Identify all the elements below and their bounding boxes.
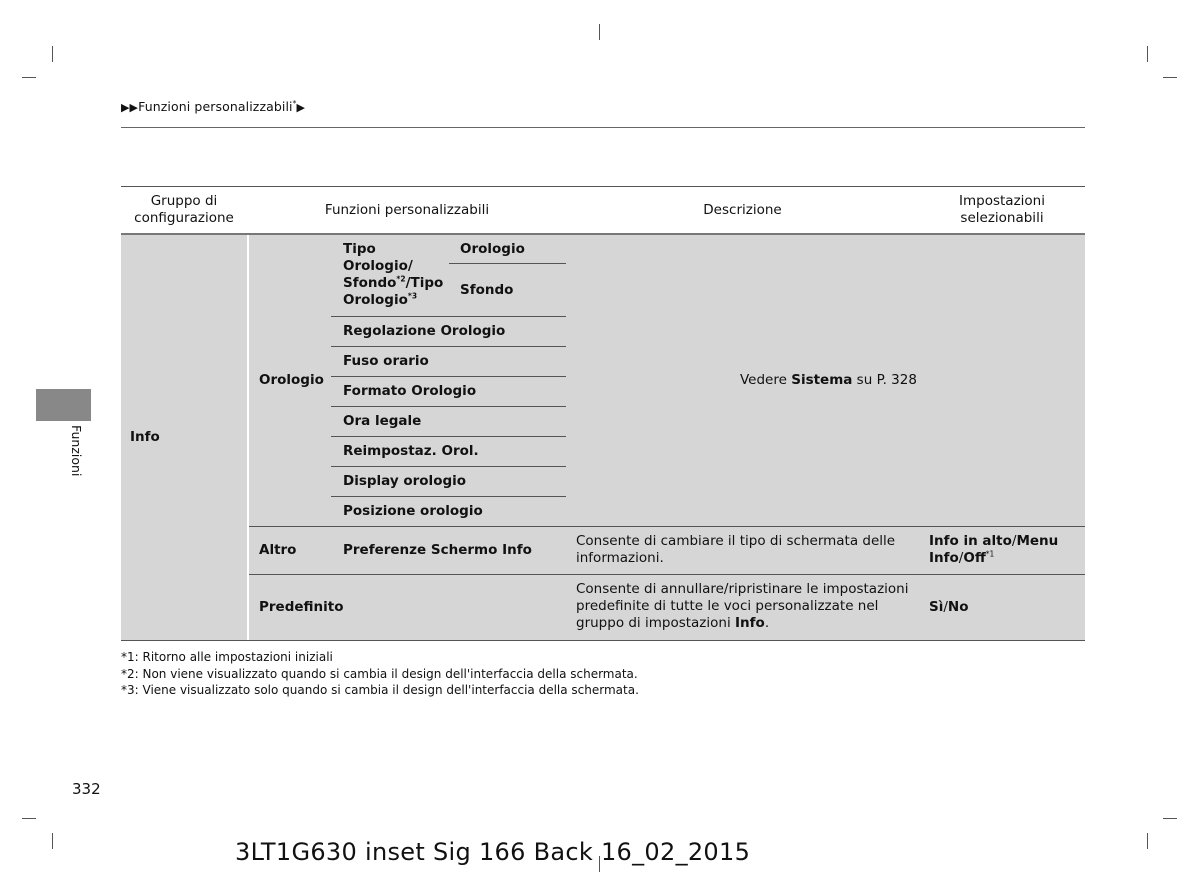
header-group: Gruppo di configurazione bbox=[134, 193, 234, 226]
header-functions: Funzioni personalizzabili bbox=[324, 202, 490, 218]
crop-mark bbox=[22, 77, 36, 78]
clock-item: Reimpostaz. Orol. bbox=[343, 443, 479, 459]
column-separator bbox=[247, 235, 249, 640]
section-tab bbox=[36, 389, 91, 421]
clock-item: Fuso orario bbox=[343, 353, 429, 369]
crop-mark bbox=[1163, 77, 1177, 78]
crop-mark bbox=[52, 46, 53, 62]
footnote: *3: Viene visualizzato solo quando si cambia il design dell'interfaccia della schermata. bbox=[121, 683, 639, 697]
table-rule bbox=[331, 406, 566, 407]
group-info: Info bbox=[130, 429, 160, 445]
breadcrumb-arrows: ▶▶ bbox=[121, 101, 139, 114]
clock-type-item: Tipo Orologio/ Sfondo$^{*2}$/Tipo Orologio$^{*3}$ bbox=[343, 241, 444, 308]
clock-item: Ora legale bbox=[343, 413, 422, 429]
header-rule bbox=[121, 127, 1085, 128]
clock-label: Orologio bbox=[259, 372, 324, 388]
table-rule bbox=[331, 346, 566, 347]
table-rule bbox=[331, 466, 566, 467]
clock-type-option: Orologio bbox=[460, 241, 525, 257]
header-description: Descrizione bbox=[703, 202, 782, 218]
clock-item: Regolazione Orologio bbox=[343, 323, 506, 339]
print-code: 3LT1G630 inset Sig 166 Back 16_02_2015 bbox=[235, 838, 751, 866]
altro-settings: Info in alto/Menu Info/Off$^{*1}$ bbox=[929, 533, 1059, 566]
table-rule bbox=[331, 496, 566, 497]
page-number: 332 bbox=[72, 780, 101, 798]
crop-mark bbox=[52, 833, 53, 849]
table-rule bbox=[331, 436, 566, 437]
table-rule bbox=[121, 186, 1085, 187]
predefinito-label: Predefinito bbox=[259, 599, 344, 615]
table-body-background bbox=[121, 234, 1085, 640]
predefinito-description: Consente di annullare/ripristinare le impostazioni predefinite di tutte le voci personalizzate nel gruppo di impostazioni Info. bbox=[576, 581, 909, 631]
clock-item: Display orologio bbox=[343, 473, 467, 489]
table-rule bbox=[449, 263, 566, 264]
footnotes bbox=[121, 649, 639, 699]
table-rule bbox=[248, 526, 1085, 527]
crop-mark bbox=[22, 818, 36, 819]
header-settings: Impostazioni selezionabili bbox=[959, 193, 1045, 226]
crop-mark bbox=[1147, 833, 1148, 849]
footnote: *1: Ritorno alle impostazioni iniziali bbox=[121, 650, 333, 664]
altro-label: Altro bbox=[259, 542, 297, 558]
clock-item: Posizione orologio bbox=[343, 503, 483, 519]
footnote: *2: Non viene visualizzato quando si cambia il design dell'interfaccia della schermata. bbox=[121, 666, 638, 681]
table-rule bbox=[121, 640, 1085, 641]
table-rule bbox=[331, 376, 566, 377]
table-rule bbox=[248, 574, 1085, 575]
altro-function: Preferenze Schermo Info bbox=[343, 542, 532, 558]
crop-mark bbox=[1147, 46, 1148, 62]
clock-type-option: Sfondo bbox=[460, 282, 514, 298]
table-rule bbox=[331, 316, 566, 317]
breadcrumb bbox=[121, 99, 305, 114]
settings-table bbox=[121, 186, 1085, 641]
clock-description: Vedere Sistema su P. 328 bbox=[740, 372, 917, 388]
altro-description: Consente di cambiare il tipo di schermata delle informazioni. bbox=[576, 533, 896, 566]
breadcrumb-arrow: ▶ bbox=[296, 101, 306, 114]
clock-item: Formato Orologio bbox=[343, 383, 477, 399]
breadcrumb-text: Funzioni personalizzabili bbox=[138, 99, 293, 114]
breadcrumb-marker: * bbox=[292, 98, 297, 108]
table-rule bbox=[121, 233, 1085, 235]
crop-mark bbox=[599, 24, 600, 40]
crop-mark bbox=[1163, 818, 1177, 819]
section-tab-label: Funzioni bbox=[69, 425, 84, 477]
predefinito-settings: Sì/No bbox=[929, 599, 969, 615]
